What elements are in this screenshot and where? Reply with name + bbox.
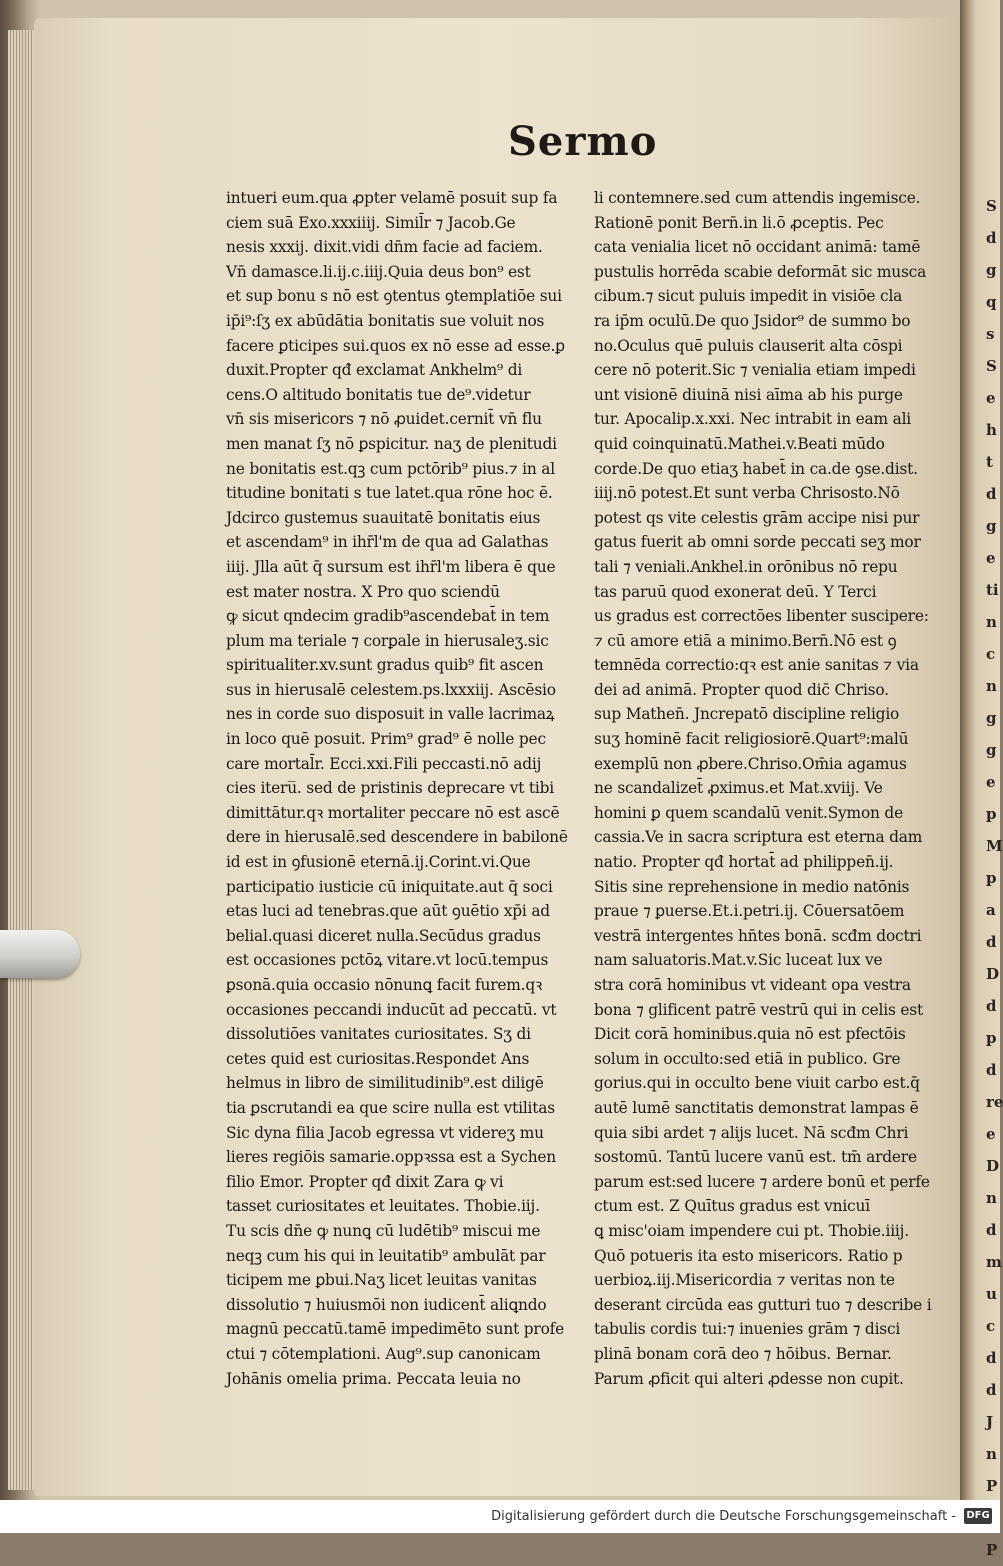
text-line: autē lumē sanctitatis demonstrat lampas ē (594, 1098, 919, 1117)
text-line: quia sibi ardet ⁊ alijs lucet. Nā scđm Chri (594, 1123, 909, 1142)
text-line: intueri eum.qua ꝓpter velamē posuit sup fa (226, 189, 558, 207)
facing-page-text: S d g q s S e h t d g e ti n c n g g e p M p a d D d p d re e D n d m u c d d J n P P (986, 197, 1003, 1559)
text-line: lieres regiōis samarie.oppꝛssa est a Sychen (226, 1148, 557, 1167)
text-line: ne scandalizet̄ ꝓximus.et Mat.xviij. Ve (594, 779, 883, 798)
text-line: Johānis omelia prima. Peccata leuia no (226, 1369, 521, 1388)
text-line: etas luci ad tenebras.que aūt ꝯuētio xp̄i ad (226, 902, 550, 921)
text-line: plum ma teriale ⁊ corꝑale in hierusaleʒ.sic (226, 631, 549, 650)
text-line: dimittātur.qꝛ mortaliter peccare nō est ascē (226, 803, 560, 822)
text-line: ctum est. Z Quītus gradus est vnicuī (594, 1197, 870, 1216)
text-line: tia ꝑscrutandi ea que scire nulla est vtilitas (226, 1098, 555, 1117)
text-line: tabulis cordis tui:⁊ inuenies grām ⁊ disci (594, 1320, 901, 1339)
text-line: est mater nostra. X Pro quo sciendū (226, 582, 500, 601)
text-line: exemplū non ꝓbere.Chriso.Om̄ia agamus (594, 754, 907, 773)
text-line: sostomū. Tantū lucere vanū est. tm̄ ardere (594, 1148, 917, 1167)
footer-bar (0, 1500, 1000, 1533)
text-line: parum est:sed lucere ⁊ ardere bonū et perfe (594, 1172, 930, 1191)
text-line: ticipem me ꝑbui.Naʒ licet leuitas vanitas (226, 1271, 537, 1290)
text-line: facere ꝑticipes sui.quos ex nō esse ad esse.ꝑ (226, 336, 565, 355)
text-line: stra corā hominibus vt videant opa vestra (594, 976, 911, 994)
text-line: id est in ꝯfusionē eternā.ij.Corint.vi.Que (226, 853, 531, 872)
page-header: Sermo (508, 118, 658, 165)
text-line: deserant circūda eas gutturi tuo ⁊ describe i (594, 1295, 932, 1314)
text-line: nesis xxxij. dixit.vidi dn̄m facie ad faciem. (226, 238, 543, 257)
left-text-column (226, 186, 581, 1391)
text-line: dissolutio ⁊ huiusmōi non iudicent̄ aliꝗndo (226, 1295, 547, 1314)
text-line: homini ꝑ quem scandalū venit.Symon de (594, 803, 903, 822)
text-line: solum in occulto:sed etiā in publico. Gre (594, 1049, 901, 1068)
text-line: dere in hierusalē.sed descendere in babilonē (226, 828, 568, 847)
text-line: neqꝫ cum his qui in leuitatib⁹ ambulāt par (226, 1246, 546, 1265)
text-line: bona ⁊ glificent patrē vestrū qui in celis est (594, 1000, 923, 1019)
text-line: pustulis horrēda scabie deformāt sic musca (594, 262, 927, 281)
text-line: cassia.Ve in sacra scriptura est eterna dam (594, 828, 923, 847)
text-line: gorius.qui in occulto bene viuit carbo est.q̄ (594, 1074, 920, 1093)
text-line: nes in corde suo disposuit in valle lacrimaꝝ (226, 705, 555, 724)
text-line: nam saluatoris.Mat.v.Sic luceat lux ve (594, 951, 883, 970)
text-line: sup Mathen̄. Jncrepatō discipline religio (594, 705, 900, 724)
text-line: vn̄ sis misericors ⁊ nō ꝓuidet.cernit̄ vn̄ flu (226, 410, 542, 429)
text-line: occasiones peccandi inducūt ad peccatū. vt (226, 1000, 557, 1019)
text-line: Jdcirco gustemus suauitatē bonitatis eius (226, 508, 541, 527)
text-line: Dicit corā hominibus.quia nō est pfectōis (594, 1025, 906, 1044)
text-line: natio. Propter qđ hortat̄ ad philippen̄.ij. (594, 853, 894, 872)
text-line: magnū peccatū.tamē impedimēto sunt profe (226, 1320, 565, 1339)
text-line: potest qs vite celestis grām accipe nisi pur (594, 508, 920, 527)
text-line: spiritualiter.xv.sunt gradus quib⁹ fit ascen (226, 656, 544, 675)
text-line: temnēda correctio:qꝛ est anie sanitas ⁊ via (594, 656, 919, 675)
text-line: est occasiones pctōꝝ vitare.vt locū.tempus (226, 951, 549, 970)
text-line: suʒ hominē facit religiosiorē.Quart⁹:malū (594, 730, 909, 749)
text-line: ⁊ cū amore etiā a minimo.Bern̄.Nō est ꝯ (594, 631, 897, 650)
text-line: duxit.Propter qđ exclamat Ankhelm⁹ di (226, 361, 523, 380)
text-line: Parum ꝓficit qui alteri ꝓdesse non cupit. (594, 1369, 904, 1388)
text-line: helmus in libro de similitudinib⁹.est diligē (226, 1074, 544, 1093)
text-line: ip̄i⁹:ſʒ ex abūdātia bonitatis sue voluit nos (226, 311, 545, 330)
right-text-column (594, 186, 944, 1391)
text-line: ra ip̄m oculū.De quo Jsidor⁹ de summo bo (594, 311, 911, 330)
text-line: quid coinquinatū.Mathei.v.Beati mūdo (594, 434, 885, 453)
text-line: Sitis sine reprehensione in medio natōnis (594, 877, 910, 896)
text-line: cibum.⁊ sicut puluis impedit in visiōe cla (594, 287, 903, 306)
text-line: participatio iusticie cū iniquitate.aut q̄ soci (226, 877, 553, 896)
text-line: plinā bonam corā deo ⁊ hōibus. Bernar. (594, 1344, 892, 1363)
text-line: tasset curiositates et leuitates. Thobie.iij. (226, 1197, 540, 1216)
text-line: ꝙ sicut qndecim gradib⁹ascendebat̄ in tem (226, 607, 550, 626)
text-line: tur. Apocalip.x.xxi. Nec intrabit in eam ali (594, 410, 912, 429)
page-clip (0, 930, 80, 978)
text-line: cies iteru̅. sed de pristinis deprecare vt tibi (226, 779, 554, 798)
text-line: unt visionē diuinā nisi aīma ab his purge (594, 385, 903, 404)
text-line: care mortal̄r. Ecci.xxi.Fili peccasti.nō adij (226, 754, 542, 773)
text-line: ne bonitatis est.qꝫ cum pctōrib⁹ pius.⁊ in al (226, 459, 555, 478)
text-line: Quō potueris ita esto misericors. Ratio p (594, 1246, 903, 1265)
text-line: filio Emor. Propter qđ dixit Zara ꝙ vi (226, 1172, 504, 1191)
text-line: Sic dyna filia Jacob egressa vt videreʒ mu (226, 1123, 544, 1142)
dfg-logo: DFG (964, 1508, 992, 1524)
text-line: ctui ⁊ cōtemplationi. Aug⁹.sup canonicam (226, 1344, 541, 1363)
text-line: no.Oculus quē puluis clauserit alta cōspi (594, 336, 903, 355)
text-line: tas paruū quod exonerat deū. Y Terci (594, 582, 877, 601)
text-line: li contemnere.sed cum attendis ingemisce. (594, 189, 921, 207)
text-line: sus in hierusalē celestem.ps.lxxxiij. Ascēsio (226, 680, 556, 699)
text-line: ꝗ misc'oiam impendere cui pt. Thobie.iiij. (594, 1221, 909, 1240)
text-line: uerbioꝝ.iij.Misericordia ⁊ veritas non te (594, 1271, 895, 1290)
text-line: titudine bonitati s tue latet.qua rōne hoc ē. (226, 484, 553, 503)
text-line: men manat ſʒ nō ꝑspicitur. naʒ de plenitudi (226, 434, 557, 453)
text-line: cata venialia licet nō occidant animā: tamē (594, 238, 921, 257)
text-line: vestrā intergentes hn̄tes bonā. scđm doctri (594, 926, 922, 945)
text-line: ꝑsonā.quia occasio nōnunꝗ facit furem.qꝛ (226, 976, 543, 994)
text-line: Rationē ponit Bern̄.in li.ō ꝓceptis. Pec (594, 213, 884, 232)
text-line: cere nō poterit.Sic ⁊ venialia etiam impedi (594, 361, 916, 380)
text-line: et ascendam⁹ in ihr̄l'm de qua ad Galathas (226, 533, 549, 552)
text-line: gatus fuerit ab omni sorde peccati seʒ mor (594, 533, 921, 552)
text-line: praue ⁊ ꝑuerse.Et.i.petri.ij. Cōuersatōem (594, 902, 905, 921)
text-line: dei ad animā. Propter quod dic̄ Chriso. (594, 680, 889, 699)
text-line: Tu scis dn̄e ꝙ nunꝗ cū ludētib⁹ miscui me (226, 1221, 541, 1240)
text-line: cens.O altitudo bonitatis tue de⁹.videtur (226, 385, 531, 404)
text-line: corde.De quo etiaʒ habet̄ in ca.de ꝯse.dist. (594, 459, 918, 478)
text-line: Vn̄ damasce.li.ij.c.iiij.Quia deus bon⁹ est (226, 262, 531, 281)
text-line: et sup bonu s nō est ꝯtentus ꝯtemplatiōe sui (226, 287, 562, 306)
text-line: belial.quasi diceret nulla.Secūdus gradus (226, 926, 541, 945)
footer-credit: Digitalisierung gefördert durch die Deutsche Forschungsgemeinschaft - (491, 1509, 956, 1524)
text-line: iiij. Jlla aūt q̄ sursum est ihr̄l'm libera ē que (226, 557, 556, 576)
text-line: tali ⁊ veniali.Ankhel.in orōnibus nō repu (594, 557, 898, 576)
text-line: dissolutiōes vanitates curiositates. Sʒ di (226, 1025, 531, 1044)
text-line: us gradus est correctōes libenter suscipere: (594, 607, 929, 626)
text-line: iiij.nō potest.Et sunt verba Chrisosto.Nō (594, 484, 900, 503)
text-line: ciem suā Exo.xxxiiij. Simil̄r ⁊ Jacob.Ge (226, 213, 516, 232)
text-line: in loco quē posuit. Prim⁹ grad⁹ ē nolle pec (226, 730, 546, 749)
text-line: cetes quid est curiositas.Respondet Ans (226, 1049, 530, 1068)
